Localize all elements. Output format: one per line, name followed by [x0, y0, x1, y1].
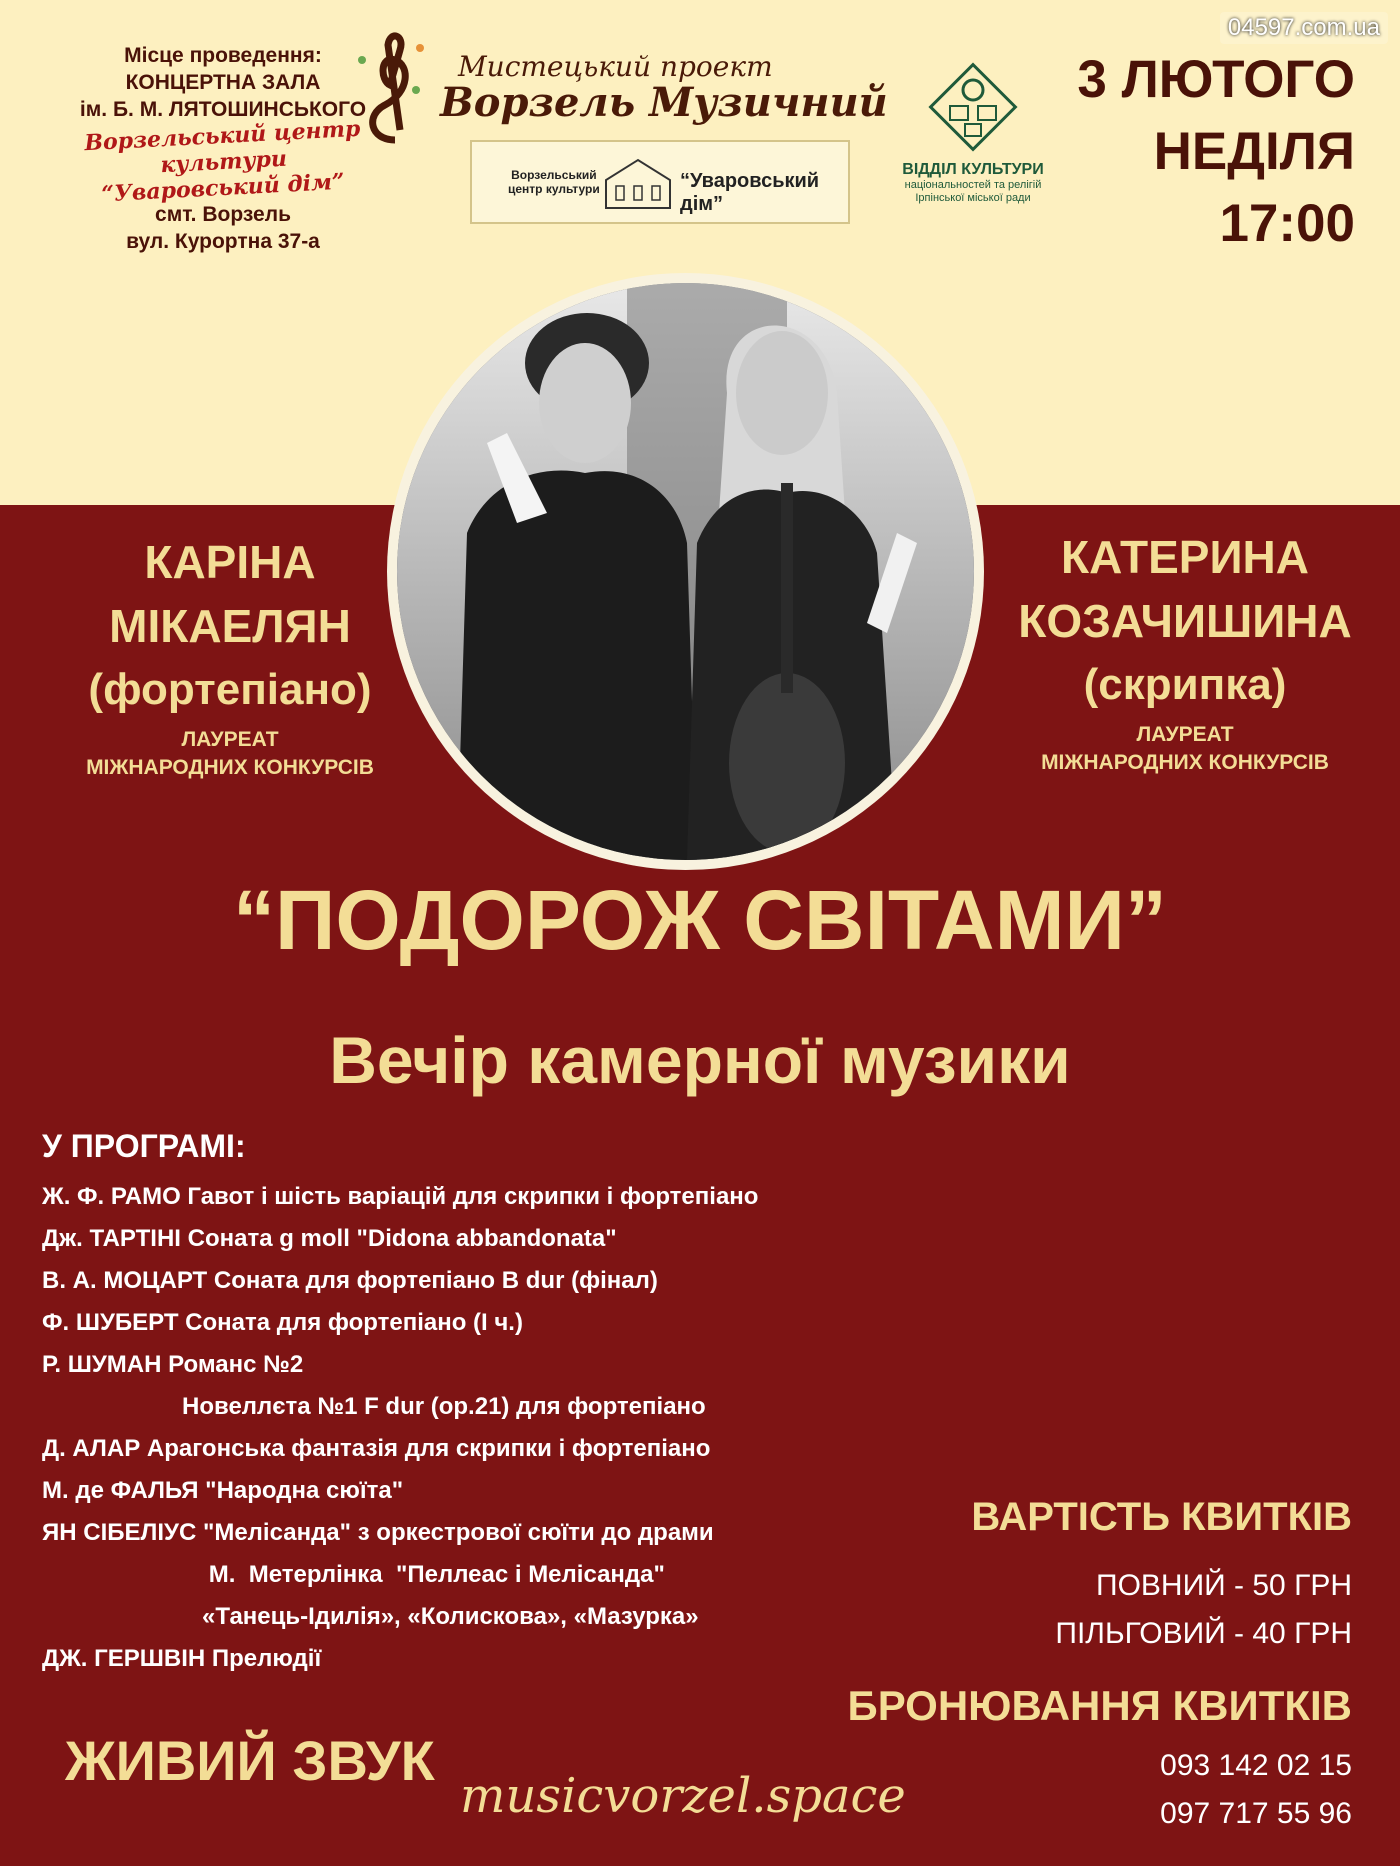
price-reduced: ПІЛЬГОВИЙ - 40 ГРН [1055, 1617, 1352, 1650]
performer-1-last: МІКАЕЛЯН [109, 600, 351, 652]
price-full: ПОВНИЙ - 50 ГРН [1096, 1569, 1352, 1602]
performer-1-laureate-2: МІЖНАРОДНИХ КОНКУРСІВ [86, 756, 374, 779]
program-item: «Танець-Ідилія», «Колискова», «Мазурка» [42, 1603, 699, 1630]
department-title: ВІДДІЛ КУЛЬТУРИ [902, 161, 1044, 178]
project-logo-title [440, 50, 888, 126]
venue-label: Місце проведення: [124, 44, 322, 67]
uvarovsky-left-line2: центр культури [508, 182, 600, 196]
program-item: М. де ФАЛЬЯ "Народна сюїта" [42, 1477, 404, 1504]
venue-hall: КОНЦЕРТНА ЗАЛА [125, 71, 321, 94]
performer-1-first: КАРІНА [144, 536, 316, 588]
venue-street: вул. Курортна 37-а [126, 230, 320, 253]
program-heading: У ПРОГРАМІ: [42, 1128, 246, 1164]
venue-center-line1: Ворзельський центр культури [83, 115, 361, 179]
program-item: Новеллєта №1 F dur (op.21) для фортепіано [42, 1393, 706, 1420]
venue-town: смт. Ворзель [155, 203, 291, 226]
program-item: Ф. ШУБЕРТ Соната для фортепіано (I ч.) [42, 1309, 523, 1336]
department-line1: національностей та релігій [904, 179, 1042, 191]
event-time: 17:00 [1219, 194, 1355, 253]
department-line2: Ірпінської міської ради [915, 192, 1031, 204]
performer-2-first: КАТЕРИНА [1061, 531, 1309, 583]
performer-2-laureate-2: МІЖНАРОДНИХ КОНКУРСІВ [1041, 751, 1329, 774]
venue-hall-name: ім. Б. М. ЛЯТОШИНСЬКОГО [79, 98, 367, 121]
house-icon [602, 154, 674, 212]
booking-heading: БРОНЮВАННЯ КВИТКІВ [847, 1682, 1352, 1729]
concert-title: “ПОДОРОЖ СВІТАМИ” [233, 873, 1167, 967]
performer-2-instrument: (скрипка) [1083, 660, 1287, 709]
venue-center-line2: “Уваровський дім” [100, 168, 346, 208]
website-link[interactable]: musicvorzel.space [460, 1768, 906, 1824]
treble-clef-logo-icon [350, 30, 430, 150]
live-sound-label: ЖИВИЙ ЗВУК [65, 1729, 435, 1792]
performer-2-last: КОЗАЧИШИНА [1018, 595, 1352, 647]
prices-list [1055, 1562, 1352, 1658]
booking-phone-1[interactable]: 093 142 02 15 [1160, 1749, 1352, 1782]
program-item: В. А. МОЦАРТ Соната для фортепіано B dur (фінал) [42, 1267, 658, 1294]
booking-phone-2[interactable]: 097 717 55 96 [1160, 1797, 1352, 1830]
performer-2 [985, 525, 1385, 777]
logo-small-text: Мистецький проект [458, 50, 773, 83]
uvarovsky-house-badge [470, 140, 850, 224]
culture-department [888, 62, 1058, 205]
program-item: Р. ШУМАН Романс №2 [42, 1351, 304, 1378]
performer-1-instrument: (фортепіано) [88, 665, 372, 714]
performers-photo [397, 283, 974, 860]
performers-photo-image [397, 283, 974, 860]
program-item: М. Метерлінка "Пеллеас і Мелісанда" [42, 1561, 665, 1588]
program-item: Ж. Ф. РАМО Гавот і шість варіацій для скрипки і фортепіано [42, 1183, 759, 1210]
concert-subtitle: Вечір камерної музики [329, 1023, 1071, 1097]
program-list [42, 1176, 758, 1680]
uvarovsky-right: “Уваровський дім” [680, 170, 820, 215]
logo-big-text: Ворзель Музичний [440, 79, 888, 126]
event-date [1035, 44, 1355, 260]
event-day: 3 ЛЮТОГО [1077, 50, 1355, 109]
performer-1 [40, 530, 420, 782]
program-item: Дж. ТАРТІНІ Соната g moll "Didona abbandonata" [42, 1225, 617, 1252]
event-weekday: НЕДІЛЯ [1153, 122, 1355, 181]
venue-info [58, 42, 388, 255]
performer-1-laureate-1: ЛАУРЕАТ [181, 728, 279, 751]
program-item: ЯН СІБЕЛІУС "Мелісанда" з оркестрової сюїти до драми [42, 1519, 714, 1546]
performer-2-laureate-1: ЛАУРЕАТ [1136, 723, 1234, 746]
uvarovsky-left-line1: Ворзельський [511, 168, 597, 182]
culture-department-emblem-icon [928, 62, 1018, 152]
prices-heading: ВАРТІСТЬ КВИТКІВ [971, 1495, 1352, 1539]
program-item: Д. АЛАР Арагонська фантазія для скрипки і фортепіано [42, 1435, 711, 1462]
program-item: ДЖ. ГЕРШВІН Прелюдії [42, 1645, 322, 1672]
booking-phones [1160, 1742, 1352, 1838]
site-badge: 04597.com.ua [1220, 12, 1388, 44]
uvarovsky-left [508, 168, 600, 196]
